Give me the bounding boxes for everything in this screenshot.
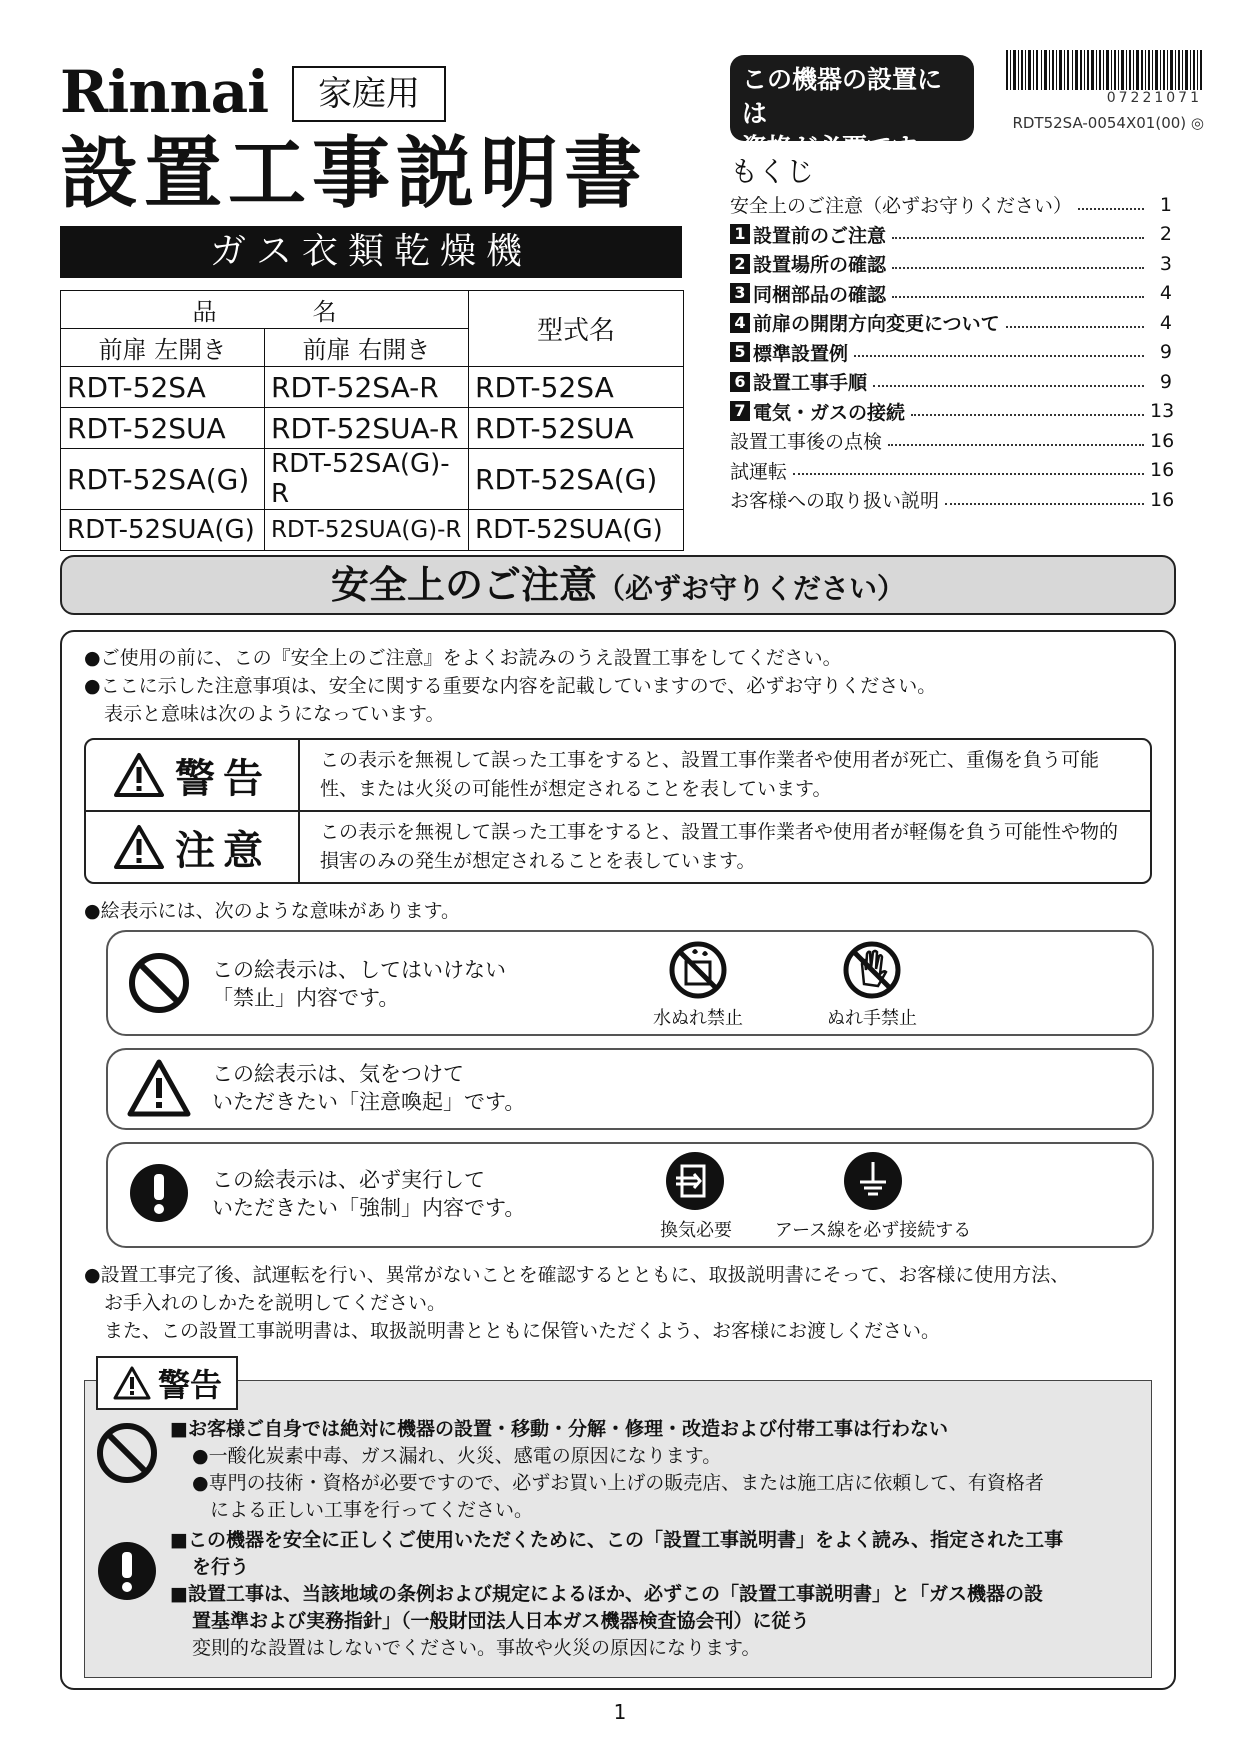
warning-item-3-title-cont: 置基準および実務指針」（一般財団法人日本ガス機器検査協会刊）に従う xyxy=(192,1610,810,1632)
toc-number: 2 xyxy=(730,254,750,274)
toc-item[interactable] xyxy=(730,279,1172,309)
signal-label-caution xyxy=(86,812,300,882)
warning-item-1-bullet-2: ●専門の技術・資格が必要ですので、必ずお買い上げの販売店、または施工店に依頼して、有資格者 xyxy=(192,1472,1044,1494)
intro-line-3: 表示と意味は次のようになっています。 xyxy=(104,703,445,725)
table-cell: RDT-52SA-R xyxy=(265,367,469,408)
toc-label: 設置場所の確認 xyxy=(753,254,887,277)
table-of-contents xyxy=(730,190,1175,515)
warning-item-3-title: ■設置工事は、当該地域の条例および規定によるほか、必ずこの「設置工事説明書」と「ガス機器の設 xyxy=(170,1583,1043,1605)
table-header-hinmei: 品 名 xyxy=(61,291,469,329)
toc-number: 5 xyxy=(730,342,750,362)
toc-label: 試運転 xyxy=(730,460,788,483)
toc-label: 設置前のご注意 xyxy=(753,224,887,247)
toc-label: 設置工事後の点検 xyxy=(730,431,883,454)
toc-page: 9 xyxy=(1159,370,1172,393)
toc-item[interactable] xyxy=(730,426,1175,456)
ventilation-caption: 換気必要 xyxy=(660,1220,732,1241)
toc-page: 4 xyxy=(1159,311,1172,334)
safety-heading xyxy=(60,555,1176,615)
prohibit-desc-line: この絵表示は、してはいけない xyxy=(212,958,506,982)
pictogram-intro: ●絵表示には、次のような意味があります。 xyxy=(84,900,461,922)
mandatory-desc-line: この絵表示は、必ず実行して xyxy=(212,1168,485,1192)
table-cell: RDT-52SUA(G) xyxy=(61,510,265,551)
toc-page: 16 xyxy=(1150,488,1175,511)
after-line-3: また、この設置工事説明書は、取扱説明書とともに保管いただくよう、お客様にお渡しください。 xyxy=(104,1320,941,1342)
table-row xyxy=(61,449,684,510)
toc-number: 7 xyxy=(730,401,750,421)
toc-number: 6 xyxy=(730,372,750,392)
doc-number: RDT52SA-0054X01(00) ◎ xyxy=(1012,114,1204,132)
caution-triangle-icon xyxy=(126,1058,192,1118)
toc-label: お客様への取り扱い説明 xyxy=(730,490,940,513)
qualification-line-1: この機器の設置には xyxy=(742,65,943,128)
caution-desc-line: いただきたい「注意喚起」です。 xyxy=(212,1090,526,1114)
signal-row-caution xyxy=(86,810,1150,882)
signal-row-warning xyxy=(86,740,1150,810)
toc-page: 1 xyxy=(1159,193,1172,216)
warning-item-1-bullet-2-cont: による正しい工事を行ってください。 xyxy=(210,1499,534,1521)
warning-triangle-icon xyxy=(112,1365,152,1401)
table-cell: RDT-52SA(G)-R xyxy=(265,449,469,510)
toc-page: 3 xyxy=(1159,252,1172,275)
table-cell: RDT-52SA xyxy=(469,367,684,408)
earth-ground-icon xyxy=(842,1150,904,1212)
table-cell: RDT-52SUA xyxy=(469,408,684,449)
toc-item[interactable] xyxy=(730,190,1172,220)
prohibit-desc xyxy=(212,956,506,1012)
toc-number: 4 xyxy=(730,313,750,333)
table-cell: RDT-52SUA xyxy=(61,408,265,449)
page-number: 1 xyxy=(613,1700,627,1724)
barcode-number: 07221071 xyxy=(1106,90,1202,106)
toc-item[interactable] xyxy=(730,485,1175,515)
warning-item-1-bullet-1: ●一酸化炭素中毒、ガス漏れ、火災、感電の原因になります。 xyxy=(192,1445,722,1467)
barcode-icon xyxy=(1006,50,1202,90)
toc-page: 13 xyxy=(1150,400,1175,423)
prohibit-icon xyxy=(96,1422,158,1484)
toc-page: 2 xyxy=(1159,223,1172,246)
product-type-banner: ガス衣類乾燥機 xyxy=(60,226,682,278)
prohibit-desc-line: 「禁止」内容です。 xyxy=(212,986,400,1010)
table-row xyxy=(61,367,684,408)
toc-number: 1 xyxy=(730,224,750,244)
usage-label: 家庭用 xyxy=(292,66,446,122)
intro-line-1: ●ご使用の前に、この『安全上のご注意』をよくお読みのうえ設置工事をしてください。 xyxy=(84,647,842,669)
toc-label: 設置工事手順 xyxy=(753,372,868,395)
warning-item-2-title: ■この機器を安全に正しくご使用いただくために、この「設置工事説明書」をよく読み、指定された工事 xyxy=(170,1529,1064,1551)
table-row xyxy=(61,408,684,449)
mandatory-icon xyxy=(128,1162,190,1224)
table-cell: RDT-52SUA-R xyxy=(265,408,469,449)
after-line-1: ●設置工事完了後、試運転を行い、異常がないことを確認するとともに、取扱説明書にそって、お客様に使用方法、 xyxy=(84,1264,1070,1286)
table-header-type: 型式名 xyxy=(469,291,684,367)
no-wet-hands-icon xyxy=(842,940,902,1000)
earth-ground-caption: アース線を必ず接続する xyxy=(774,1220,972,1241)
prohibit-icon xyxy=(128,952,190,1014)
warning-item-3-text: 変則的な設置はしないでください。事故や火災の原因になります。 xyxy=(192,1637,761,1659)
toc-label: 電気・ガスの接続 xyxy=(753,401,906,424)
brand-logo: Rinnai xyxy=(60,58,269,126)
mandatory-desc xyxy=(212,1166,525,1222)
toc-label: 同梱部品の確認 xyxy=(753,283,887,306)
signal-label-warning xyxy=(86,740,300,810)
warning-label xyxy=(96,1356,238,1410)
table-row xyxy=(61,510,684,551)
signal-word-table xyxy=(84,738,1152,884)
mandatory-icon xyxy=(96,1540,158,1602)
toc-page: 9 xyxy=(1159,341,1172,364)
ventilation-icon xyxy=(664,1150,726,1212)
toc-item[interactable] xyxy=(730,249,1172,279)
safety-heading-main: 安全上のご注意 xyxy=(330,563,597,607)
safety-heading-sub: （必ずお守りください） xyxy=(597,572,906,605)
page-title: 設置工事説明書 xyxy=(60,129,649,219)
toc-page: 4 xyxy=(1159,282,1172,305)
no-wet-hands-caption: ぬれ手禁止 xyxy=(827,1008,917,1029)
toc-title: もくじ xyxy=(730,155,815,188)
warning-item-1-title: ■お客様ご自身では絶対に機器の設置・移動・分解・修理・改造および付帯工事は行わない xyxy=(170,1418,948,1440)
toc-number: 3 xyxy=(730,283,750,303)
table-cell: RDT-52SA(G) xyxy=(61,449,265,510)
toc-page: 16 xyxy=(1150,459,1175,482)
after-line-2: お手入れのしかたを説明してください。 xyxy=(104,1292,447,1314)
toc-item[interactable] xyxy=(730,397,1175,427)
warning-label-text: 警告 xyxy=(157,1366,222,1404)
toc-item[interactable] xyxy=(730,456,1175,486)
table-header-left: 前扉 左開き xyxy=(61,329,265,367)
no-water-caption: 水ぬれ禁止 xyxy=(653,1008,743,1029)
caution-triangle-icon xyxy=(113,824,165,870)
qualification-notice xyxy=(730,55,974,162)
warning-label-text: 警告 xyxy=(175,755,271,802)
toc-item[interactable] xyxy=(730,338,1172,368)
caution-label-text: 注意 xyxy=(175,827,271,874)
no-water-icon xyxy=(668,940,728,1000)
models-table xyxy=(60,290,684,551)
table-cell: RDT-52SA(G) xyxy=(469,449,684,510)
warning-triangle-icon xyxy=(113,752,165,798)
toc-item[interactable] xyxy=(730,308,1172,338)
qualification-line-2: 資格が必要です。 xyxy=(742,133,941,162)
toc-label: 標準設置例 xyxy=(753,342,849,365)
toc-item[interactable] xyxy=(730,220,1172,250)
signal-desc-warning: この表示を無視して誤った工事をすると、設置工事作業者や使用者が死亡、重傷を負う可能性、または火災の可能性が想定されることを表しています。 xyxy=(320,749,1100,800)
toc-label: 前扉の開閉方向変更について xyxy=(753,313,1000,336)
toc-item[interactable] xyxy=(730,367,1172,397)
table-header-right: 前扉 右開き xyxy=(265,329,469,367)
table-cell: RDT-52SUA(G)-R xyxy=(265,510,469,551)
signal-desc-caution: この表示を無視して誤った工事をすると、設置工事作業者や使用者が軽傷を負う可能性や物的損害のみの発生が想定されることを表しています。 xyxy=(320,821,1119,872)
caution-desc xyxy=(212,1060,525,1116)
warning-item-2-title-cont: を行う xyxy=(192,1556,250,1578)
caution-desc-line: この絵表示は、気をつけて xyxy=(212,1062,464,1086)
toc-label: 安全上のご注意（必ずお守りください） xyxy=(730,195,1073,218)
table-cell: RDT-52SA xyxy=(61,367,265,408)
table-cell: RDT-52SUA(G) xyxy=(469,510,684,551)
intro-line-2: ●ここに示した注意事項は、安全に関する重要な内容を記載していますので、必ずお守りください。 xyxy=(84,675,937,697)
mandatory-desc-line: いただきたい「強制」内容です。 xyxy=(212,1196,526,1220)
toc-page: 16 xyxy=(1150,429,1175,452)
